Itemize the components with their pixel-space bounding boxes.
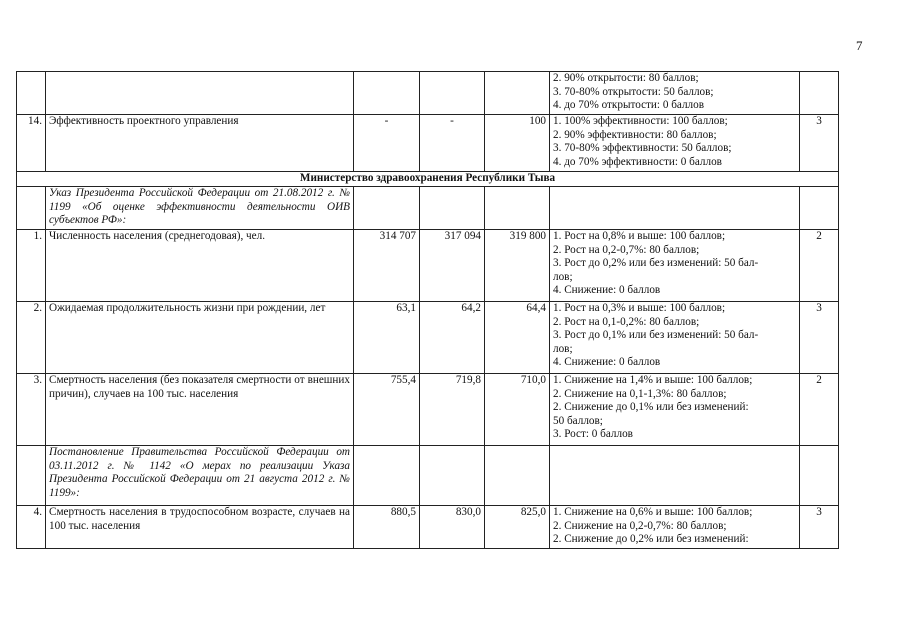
- value-year-1: [354, 72, 420, 115]
- empty-cell: [800, 187, 839, 230]
- row-number: 3.: [17, 374, 46, 446]
- decree-text: Указ Президента Российской Федерации от 21.08.2012 г. № 1199 «Об оценке эффективности деятельности ОИВ субъектов РФ»:: [46, 187, 354, 230]
- value-year-2: 830,0: [420, 506, 485, 549]
- row-number: 14.: [17, 115, 46, 172]
- criteria-line: 2. Снижение до 0,1% или без изменений:: [553, 401, 749, 414]
- empty-cell: [485, 187, 550, 230]
- section-row: [17, 172, 839, 187]
- criteria-line: 4. Снижение: 0 баллов: [553, 356, 661, 369]
- criteria-line: 4. до 70% открытости: 0 баллов: [553, 99, 705, 112]
- value-year-1: 314 707: [354, 230, 420, 302]
- criteria-line: 2. Рост на 0,2-0,7%: 80 баллов;: [553, 243, 700, 256]
- empty-cell: [485, 446, 550, 506]
- value-year-3: [485, 72, 550, 115]
- empty-cell: [550, 446, 800, 506]
- criteria-cell: [550, 506, 800, 549]
- criteria-cell: [550, 115, 800, 172]
- indicator-name: [46, 72, 354, 115]
- weight-cell: 3: [800, 302, 839, 374]
- criteria-line: 4. до 70% эффективности: 0 баллов: [553, 155, 722, 168]
- indicator-name: Смертность населения (без показателя смертности от внешних причин), случаев на 100 тыс. населения: [46, 374, 354, 446]
- empty-cell: [17, 187, 46, 230]
- value-year-1: 63,1: [354, 302, 420, 374]
- criteria-line: 1. 100% эффективности: 100 баллов;: [553, 115, 728, 127]
- empty-cell: [354, 446, 420, 506]
- criteria-cell: [550, 302, 800, 374]
- empty-cell: [420, 446, 485, 506]
- indicator-name: Эффективность проектного управления: [46, 115, 354, 172]
- indicator-name: Численность населения (среднегодовая), чел.: [46, 230, 354, 302]
- indicator-name: Ожидаемая продолжительность жизни при рождении, лет: [46, 302, 354, 374]
- criteria-line: 1. Снижение на 1,4% и выше: 100 баллов;: [553, 374, 753, 386]
- indicator-name: Смертность населения в трудоспособном возрасте, случаев на 100 тыс. населения: [46, 506, 354, 549]
- decree-text: Постановление Правительства Российской Федерации от 03.11.2012 г. № 1142 «О мерах по реализации Указа Президента Российской Федерации от 21 августа 2012 г. № 1199»:: [46, 446, 354, 506]
- weight-cell: 2: [800, 374, 839, 446]
- empty-cell: [17, 446, 46, 506]
- row-number: [17, 72, 46, 115]
- criteria-line: 1. Рост на 0,3% и выше: 100 баллов;: [553, 302, 726, 314]
- value-year-3: 710,0: [485, 374, 550, 446]
- criteria-line: лов;: [553, 342, 573, 355]
- table-row: [17, 302, 839, 374]
- weight-cell: [800, 72, 839, 115]
- indicators-table: [16, 71, 839, 549]
- decree-row: [17, 446, 839, 506]
- value-year-3: 64,4: [485, 302, 550, 374]
- table-row: [17, 72, 839, 115]
- value-year-2: [420, 72, 485, 115]
- page-number: 7: [856, 38, 863, 53]
- row-number: 2.: [17, 302, 46, 374]
- value-year-3: 825,0: [485, 506, 550, 549]
- empty-cell: [420, 187, 485, 230]
- criteria-line: 1. Снижение на 0,6% и выше: 100 баллов;: [553, 506, 753, 518]
- criteria-line: 2. Рост на 0,1-0,2%: 80 баллов;: [553, 315, 700, 328]
- criteria-cell: [550, 230, 800, 302]
- weight-cell: 3: [800, 506, 839, 549]
- row-number: 4.: [17, 506, 46, 549]
- value-year-3: 100: [485, 115, 550, 172]
- criteria-line: 1. Рост на 0,8% и выше: 100 баллов;: [553, 230, 726, 242]
- value-year-3: 319 800: [485, 230, 550, 302]
- criteria-line: 3. 70-80% открытости: 50 баллов;: [553, 85, 714, 98]
- value-year-2: -: [420, 115, 485, 172]
- decree-row: [17, 187, 839, 230]
- value-year-1: -: [354, 115, 420, 172]
- criteria-line: 3. 70-80% эффективности: 50 баллов;: [553, 142, 732, 155]
- criteria-line: 2. 90% открытости: 80 баллов;: [553, 72, 699, 84]
- table-row: [17, 115, 839, 172]
- table-row: [17, 230, 839, 302]
- weight-cell: 2: [800, 230, 839, 302]
- criteria-line: 50 баллов;: [553, 414, 603, 427]
- criteria-line: 2. 90% эффективности: 80 баллов;: [553, 128, 717, 141]
- row-number: 1.: [17, 230, 46, 302]
- value-year-2: 317 094: [420, 230, 485, 302]
- criteria-line: 3. Рост до 0,2% или без изменений: 50 бал-: [553, 257, 759, 270]
- criteria-line: 4. Снижение: 0 баллов: [553, 284, 661, 297]
- criteria-cell: [550, 374, 800, 446]
- table-row: [17, 506, 839, 549]
- weight-cell: 3: [800, 115, 839, 172]
- criteria-line: лов;: [553, 270, 573, 283]
- value-year-1: 880,5: [354, 506, 420, 549]
- empty-cell: [550, 187, 800, 230]
- table-row: [17, 374, 839, 446]
- empty-cell: [800, 446, 839, 506]
- criteria-line: 3. Рост до 0,1% или без изменений: 50 бал-: [553, 329, 759, 342]
- value-year-2: 64,2: [420, 302, 485, 374]
- section-title: Министерство здравоохранения Республики Тыва: [17, 172, 839, 187]
- empty-cell: [354, 187, 420, 230]
- criteria-line: 2. Снижение на 0,2-0,7%: 80 баллов;: [553, 519, 727, 532]
- criteria-cell: [550, 72, 800, 115]
- criteria-line: 2. Снижение до 0,2% или без изменений:: [553, 533, 749, 546]
- criteria-line: 2. Снижение на 0,1-1,3%: 80 баллов;: [553, 387, 727, 400]
- criteria-line: 3. Рост: 0 баллов: [553, 428, 633, 441]
- value-year-1: 755,4: [354, 374, 420, 446]
- value-year-2: 719,8: [420, 374, 485, 446]
